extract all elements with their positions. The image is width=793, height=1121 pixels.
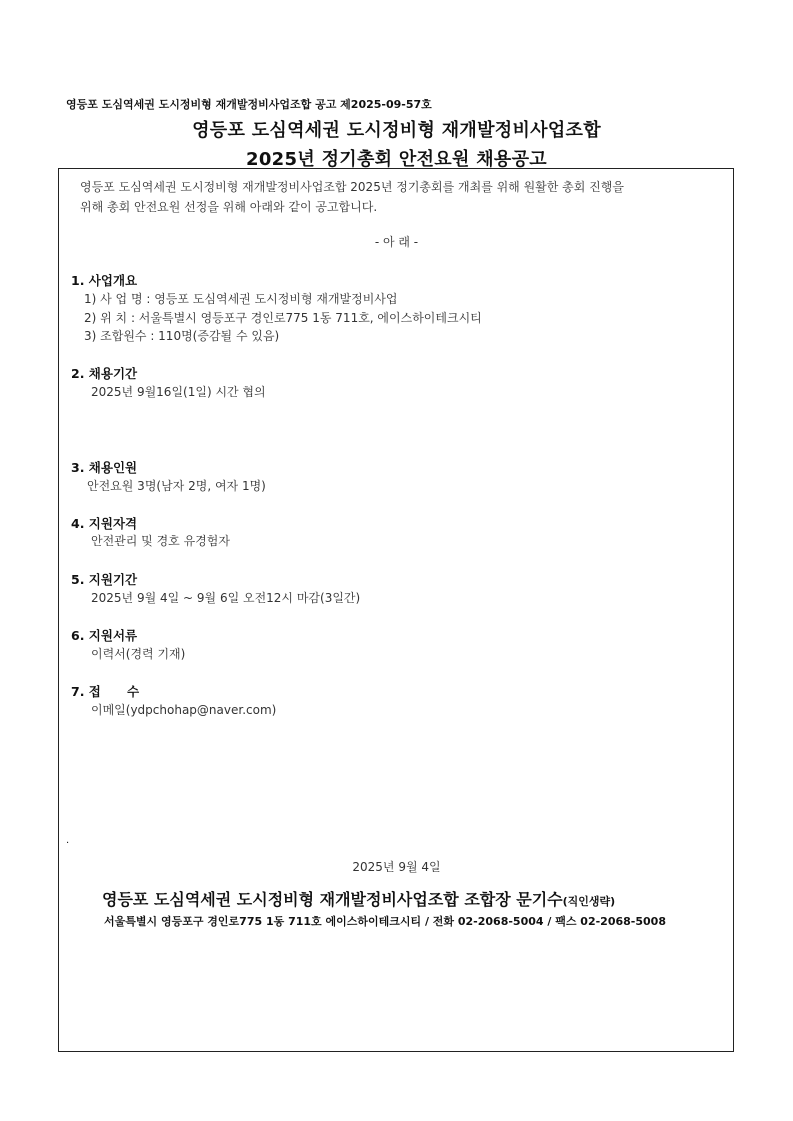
signature-line: [102, 887, 615, 910]
section-heading-overview: 1. 사업개요: [71, 273, 138, 288]
section-line: 2025년 9월 4일 ~ 9월 6일 오전12시 마감(3일간): [91, 591, 361, 605]
contact-address: 서울특별시 영등포구 경인로775 1동 711호 에이스하이테크시티 / 전화 02-2068-5004 / 팩스 02-2068-5008: [104, 915, 666, 928]
section-email: 이메일(ydpchohap@naver.com): [91, 703, 277, 717]
section-heading-application-period: 5. 지원기간: [71, 572, 138, 587]
signatory: 영등포 도심역세권 도시정비형 재개발정비사업조합 조합장 문기수: [102, 890, 563, 909]
section-line: 1) 사 업 명 : 영등포 도심역세권 도시정비형 재개발정비사업: [84, 292, 398, 306]
intro-line: 위해 총회 안전요원 선정을 위해 아래와 같이 공고합니다.: [80, 200, 378, 214]
below-marker: - 아 래 -: [374, 235, 419, 249]
section-line: 안전관리 및 경호 유경험자: [91, 534, 230, 548]
section-heading-reception: 7. 접 수: [71, 684, 140, 699]
document-title: 영등포 도심역세권 도시정비형 재개발정비사업조합: [192, 120, 601, 141]
document-subtitle: 2025년 정기총회 안전요원 채용공고: [246, 149, 547, 170]
section-line: 이력서(경력 기재): [91, 647, 186, 661]
intro-paragraph: [80, 177, 720, 217]
section-line: 2025년 9월16일(1일) 시간 협의: [91, 385, 266, 399]
announcement-date: 2025년 9월 4일: [352, 860, 441, 874]
section-heading-qualification: 4. 지원자격: [71, 516, 138, 531]
section-heading-documents: 6. 지원서류: [71, 628, 138, 643]
intro-line: 영등포 도심역세권 도시정비형 재개발정비사업조합 2025년 정기총회를 개최를 위해 원활한 총회 진행을: [80, 180, 624, 194]
seal-note: (직인생략): [562, 895, 616, 908]
stray-dot: .: [66, 835, 70, 846]
section-heading-period: 2. 채용기간: [71, 366, 138, 381]
section-line: 3) 조합원수 : 110명(증감될 수 있음): [84, 329, 280, 343]
section-heading-headcount: 3. 채용인원: [71, 460, 138, 475]
notice-number: 영등포 도심역세권 도시정비형 재개발정비사업조합 공고 제2025-09-57호: [66, 98, 432, 111]
section-line: 안전요원 3명(남자 2명, 여자 1명): [87, 479, 266, 493]
section-line: 2) 위 치 : 서울특별시 영등포구 경인로775 1동 711호, 에이스하이테크시티: [84, 311, 482, 325]
